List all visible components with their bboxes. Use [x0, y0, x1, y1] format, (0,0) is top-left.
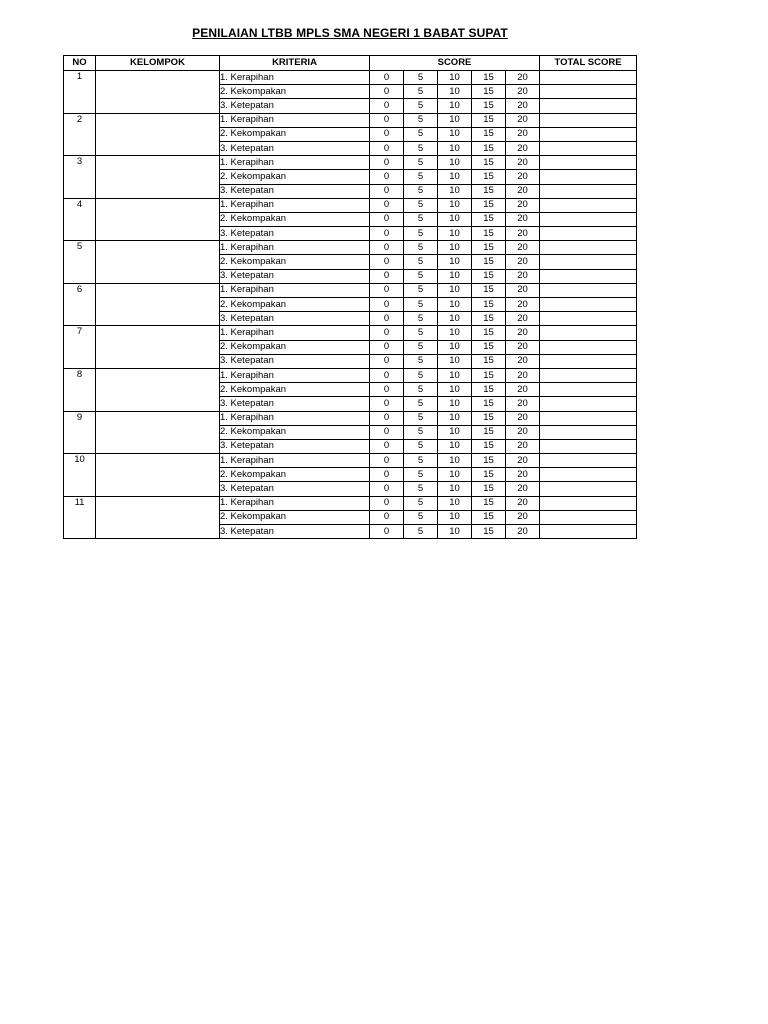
criterion-label: 3. Ketepatan	[220, 439, 370, 453]
score-option[interactable]: 5	[404, 425, 438, 439]
score-option[interactable]: 5	[404, 227, 438, 241]
criterion-label: 2. Kekompakan	[220, 340, 370, 354]
score-option[interactable]: 20	[506, 312, 540, 326]
score-option[interactable]: 15	[472, 241, 506, 255]
score-option[interactable]: 0	[370, 312, 404, 326]
score-option[interactable]: 0	[370, 198, 404, 212]
score-option[interactable]: 15	[472, 283, 506, 297]
score-option[interactable]: 10	[438, 255, 472, 269]
table-row	[64, 283, 637, 297]
score-option[interactable]: 20	[506, 170, 540, 184]
score-option[interactable]: 20	[506, 411, 540, 425]
total-score-field[interactable]	[540, 525, 637, 539]
group-number: 8	[64, 368, 96, 411]
score-option[interactable]: 20	[506, 340, 540, 354]
score-option[interactable]: 0	[370, 99, 404, 113]
score-option[interactable]: 10	[438, 482, 472, 496]
criterion-label: 1. Kerapihan	[220, 326, 370, 340]
score-option[interactable]: 20	[506, 383, 540, 397]
table-row	[64, 113, 637, 127]
score-option[interactable]: 5	[404, 525, 438, 539]
score-option[interactable]: 20	[506, 255, 540, 269]
group-number: 6	[64, 283, 96, 326]
score-option[interactable]: 15	[472, 269, 506, 283]
criterion-label: 3. Ketepatan	[220, 141, 370, 155]
score-option[interactable]: 0	[370, 227, 404, 241]
total-score-field[interactable]	[540, 255, 637, 269]
criterion-label: 3. Ketepatan	[220, 482, 370, 496]
score-option[interactable]: 5	[404, 340, 438, 354]
score-option[interactable]: 0	[370, 425, 404, 439]
score-option[interactable]: 5	[404, 198, 438, 212]
score-option[interactable]: 0	[370, 340, 404, 354]
score-option[interactable]: 15	[472, 368, 506, 382]
score-option[interactable]: 20	[506, 454, 540, 468]
score-option[interactable]: 20	[506, 113, 540, 127]
score-option[interactable]: 5	[404, 113, 438, 127]
score-option[interactable]: 5	[404, 383, 438, 397]
score-option[interactable]: 10	[438, 127, 472, 141]
score-option[interactable]: 0	[370, 354, 404, 368]
score-option[interactable]: 20	[506, 326, 540, 340]
criterion-label: 3. Ketepatan	[220, 312, 370, 326]
score-option[interactable]: 0	[370, 127, 404, 141]
page-title: PENILAIAN LTBB MPLS SMA NEGERI 1 BABAT SUPAT	[192, 26, 508, 40]
total-score-field[interactable]	[540, 269, 637, 283]
score-option[interactable]: 5	[404, 269, 438, 283]
header-no: NO	[64, 56, 96, 71]
criterion-label: 2. Kekompakan	[220, 212, 370, 226]
total-score-field[interactable]	[540, 411, 637, 425]
score-option[interactable]: 5	[404, 354, 438, 368]
total-score-field[interactable]	[540, 85, 637, 99]
score-option[interactable]: 0	[370, 141, 404, 155]
table-row	[64, 496, 637, 510]
score-option[interactable]: 0	[370, 411, 404, 425]
total-score-field[interactable]	[540, 368, 637, 382]
score-option[interactable]: 10	[438, 425, 472, 439]
group-name-field[interactable]	[96, 198, 220, 241]
score-option[interactable]: 20	[506, 298, 540, 312]
score-option[interactable]: 5	[404, 298, 438, 312]
group-name-field[interactable]	[96, 411, 220, 454]
criterion-label: 2. Kekompakan	[220, 298, 370, 312]
criterion-label: 1. Kerapihan	[220, 113, 370, 127]
score-option[interactable]: 5	[404, 326, 438, 340]
total-score-field[interactable]	[540, 198, 637, 212]
score-option[interactable]: 20	[506, 184, 540, 198]
header-kelompok: KELOMPOK	[96, 56, 220, 71]
score-option[interactable]: 0	[370, 510, 404, 524]
score-option[interactable]: 20	[506, 85, 540, 99]
score-option[interactable]: 5	[404, 482, 438, 496]
score-option[interactable]: 10	[438, 454, 472, 468]
score-option[interactable]: 15	[472, 255, 506, 269]
score-option[interactable]: 20	[506, 496, 540, 510]
score-option[interactable]: 20	[506, 425, 540, 439]
score-table	[63, 55, 637, 539]
total-score-field[interactable]	[540, 298, 637, 312]
score-option[interactable]: 10	[438, 496, 472, 510]
score-option[interactable]: 15	[472, 298, 506, 312]
criterion-label: 2. Kekompakan	[220, 468, 370, 482]
score-option[interactable]: 20	[506, 241, 540, 255]
score-option[interactable]: 15	[472, 397, 506, 411]
table-row	[64, 241, 637, 255]
score-option[interactable]: 15	[472, 85, 506, 99]
score-option[interactable]: 20	[506, 510, 540, 524]
score-option[interactable]: 15	[472, 156, 506, 170]
score-option[interactable]: 5	[404, 510, 438, 524]
table-row	[64, 368, 637, 382]
score-option[interactable]: 15	[472, 212, 506, 226]
score-option[interactable]: 20	[506, 269, 540, 283]
score-option[interactable]: 5	[404, 212, 438, 226]
score-option[interactable]: 20	[506, 468, 540, 482]
score-option[interactable]: 10	[438, 170, 472, 184]
score-option[interactable]: 15	[472, 71, 506, 85]
table-row	[64, 411, 637, 425]
criterion-label: 1. Kerapihan	[220, 496, 370, 510]
score-option[interactable]: 10	[438, 411, 472, 425]
total-score-field[interactable]	[540, 439, 637, 453]
criterion-label: 1. Kerapihan	[220, 283, 370, 297]
total-score-field[interactable]	[540, 113, 637, 127]
score-option[interactable]: 15	[472, 312, 506, 326]
score-option[interactable]: 0	[370, 482, 404, 496]
group-number: 4	[64, 198, 96, 241]
score-option[interactable]: 15	[472, 425, 506, 439]
score-option[interactable]: 10	[438, 212, 472, 226]
score-option[interactable]: 15	[472, 340, 506, 354]
score-option[interactable]: 20	[506, 99, 540, 113]
criterion-label: 2. Kekompakan	[220, 85, 370, 99]
total-score-field[interactable]	[540, 454, 637, 468]
score-option[interactable]: 10	[438, 156, 472, 170]
criterion-label: 1. Kerapihan	[220, 156, 370, 170]
score-option[interactable]: 10	[438, 298, 472, 312]
score-option[interactable]: 15	[472, 227, 506, 241]
score-option[interactable]: 10	[438, 198, 472, 212]
score-option[interactable]: 10	[438, 241, 472, 255]
group-name-field[interactable]	[96, 71, 220, 114]
header-kriteria: KRITERIA	[220, 56, 370, 71]
score-option[interactable]: 5	[404, 127, 438, 141]
score-option[interactable]: 0	[370, 269, 404, 283]
score-option[interactable]: 10	[438, 326, 472, 340]
score-option[interactable]: 5	[404, 397, 438, 411]
score-option[interactable]: 5	[404, 312, 438, 326]
total-score-field[interactable]	[540, 227, 637, 241]
score-option[interactable]: 20	[506, 198, 540, 212]
group-number: 1	[64, 71, 96, 114]
criterion-label: 2. Kekompakan	[220, 510, 370, 524]
score-option[interactable]: 15	[472, 525, 506, 539]
table-row	[64, 71, 637, 85]
total-score-field[interactable]	[540, 312, 637, 326]
score-option[interactable]: 10	[438, 99, 472, 113]
score-option[interactable]: 0	[370, 468, 404, 482]
criterion-label: 3. Ketepatan	[220, 269, 370, 283]
score-option[interactable]: 20	[506, 397, 540, 411]
score-option[interactable]: 10	[438, 525, 472, 539]
score-option[interactable]: 10	[438, 354, 472, 368]
score-option[interactable]: 20	[506, 227, 540, 241]
score-option[interactable]: 20	[506, 141, 540, 155]
group-name-field[interactable]	[96, 241, 220, 284]
score-option[interactable]: 15	[472, 198, 506, 212]
criterion-label: 2. Kekompakan	[220, 425, 370, 439]
score-option[interactable]: 0	[370, 283, 404, 297]
table-body	[64, 71, 637, 539]
score-option[interactable]: 20	[506, 354, 540, 368]
score-option[interactable]: 5	[404, 156, 438, 170]
score-option[interactable]: 5	[404, 468, 438, 482]
score-option[interactable]: 15	[472, 326, 506, 340]
table-header-row	[64, 56, 637, 71]
score-option[interactable]: 15	[472, 510, 506, 524]
group-name-field[interactable]	[96, 326, 220, 369]
total-score-field[interactable]	[540, 156, 637, 170]
score-option[interactable]: 0	[370, 113, 404, 127]
total-score-field[interactable]	[540, 99, 637, 113]
total-score-field[interactable]	[540, 184, 637, 198]
score-option[interactable]: 20	[506, 212, 540, 226]
criterion-label: 1. Kerapihan	[220, 411, 370, 425]
total-score-field[interactable]	[540, 397, 637, 411]
group-number: 7	[64, 326, 96, 369]
score-option[interactable]: 5	[404, 439, 438, 453]
score-option[interactable]: 10	[438, 468, 472, 482]
criterion-label: 2. Kekompakan	[220, 170, 370, 184]
score-option[interactable]: 20	[506, 156, 540, 170]
score-option[interactable]: 0	[370, 439, 404, 453]
total-score-field[interactable]	[540, 354, 637, 368]
score-option[interactable]: 5	[404, 241, 438, 255]
header-score: SCORE	[370, 56, 540, 71]
score-option[interactable]: 15	[472, 170, 506, 184]
group-name-field[interactable]	[96, 368, 220, 411]
score-option[interactable]: 20	[506, 525, 540, 539]
criterion-label: 3. Ketepatan	[220, 99, 370, 113]
total-score-field[interactable]	[540, 170, 637, 184]
score-option[interactable]: 5	[404, 255, 438, 269]
score-option[interactable]: 10	[438, 113, 472, 127]
score-option[interactable]: 5	[404, 71, 438, 85]
score-option[interactable]: 0	[370, 326, 404, 340]
score-option[interactable]: 15	[472, 184, 506, 198]
score-option[interactable]: 0	[370, 298, 404, 312]
score-option[interactable]: 0	[370, 241, 404, 255]
score-option[interactable]: 15	[472, 468, 506, 482]
criterion-label: 2. Kekompakan	[220, 383, 370, 397]
criterion-label: 1. Kerapihan	[220, 198, 370, 212]
score-option[interactable]: 20	[506, 71, 540, 85]
score-option[interactable]: 5	[404, 283, 438, 297]
score-option[interactable]: 0	[370, 525, 404, 539]
group-name-field[interactable]	[96, 113, 220, 156]
score-option[interactable]: 20	[506, 439, 540, 453]
total-score-field[interactable]	[540, 141, 637, 155]
score-option[interactable]: 0	[370, 85, 404, 99]
score-option[interactable]: 0	[370, 383, 404, 397]
score-option[interactable]: 10	[438, 71, 472, 85]
group-name-field[interactable]	[96, 283, 220, 326]
score-option[interactable]: 10	[438, 510, 472, 524]
score-option[interactable]: 10	[438, 184, 472, 198]
group-name-field[interactable]	[96, 496, 220, 539]
criterion-label: 2. Kekompakan	[220, 127, 370, 141]
total-score-field[interactable]	[540, 482, 637, 496]
score-option[interactable]: 20	[506, 283, 540, 297]
score-option[interactable]: 15	[472, 454, 506, 468]
score-option[interactable]: 15	[472, 113, 506, 127]
table-row	[64, 198, 637, 212]
score-option[interactable]: 10	[438, 227, 472, 241]
score-option[interactable]: 10	[438, 439, 472, 453]
table-row	[64, 326, 637, 340]
criterion-label: 3. Ketepatan	[220, 525, 370, 539]
criterion-label: 1. Kerapihan	[220, 368, 370, 382]
criterion-label: 1. Kerapihan	[220, 454, 370, 468]
score-option[interactable]: 15	[472, 496, 506, 510]
total-score-field[interactable]	[540, 340, 637, 354]
table-row	[64, 156, 637, 170]
score-option[interactable]: 5	[404, 411, 438, 425]
total-score-field[interactable]	[540, 383, 637, 397]
group-number: 3	[64, 156, 96, 199]
score-option[interactable]: 15	[472, 411, 506, 425]
total-score-field[interactable]	[540, 71, 637, 85]
group-name-field[interactable]	[96, 454, 220, 497]
score-option[interactable]: 10	[438, 383, 472, 397]
score-option[interactable]: 0	[370, 454, 404, 468]
criterion-label: 3. Ketepatan	[220, 184, 370, 198]
score-option[interactable]: 0	[370, 212, 404, 226]
score-option[interactable]: 5	[404, 141, 438, 155]
score-option[interactable]: 10	[438, 85, 472, 99]
group-name-field[interactable]	[96, 156, 220, 199]
score-option[interactable]: 10	[438, 397, 472, 411]
score-option[interactable]: 10	[438, 141, 472, 155]
score-option[interactable]: 20	[506, 368, 540, 382]
group-number: 2	[64, 113, 96, 156]
score-option[interactable]: 0	[370, 496, 404, 510]
criterion-label: 3. Ketepatan	[220, 397, 370, 411]
score-option[interactable]: 5	[404, 85, 438, 99]
score-option[interactable]: 20	[506, 127, 540, 141]
score-option[interactable]: 5	[404, 454, 438, 468]
group-number: 11	[64, 496, 96, 539]
score-option[interactable]: 0	[370, 71, 404, 85]
score-option[interactable]: 15	[472, 99, 506, 113]
score-option[interactable]: 0	[370, 170, 404, 184]
total-score-field[interactable]	[540, 127, 637, 141]
score-option[interactable]: 0	[370, 368, 404, 382]
score-option[interactable]: 5	[404, 184, 438, 198]
score-option[interactable]: 5	[404, 99, 438, 113]
total-score-field[interactable]	[540, 283, 637, 297]
score-option[interactable]: 5	[404, 170, 438, 184]
criterion-label: 2. Kekompakan	[220, 255, 370, 269]
score-option[interactable]: 20	[506, 482, 540, 496]
score-option[interactable]: 10	[438, 340, 472, 354]
criterion-label: 1. Kerapihan	[220, 71, 370, 85]
score-option[interactable]: 0	[370, 255, 404, 269]
group-number: 9	[64, 411, 96, 454]
score-option[interactable]: 0	[370, 184, 404, 198]
total-score-field[interactable]	[540, 326, 637, 340]
table-row	[64, 454, 637, 468]
criterion-label: 3. Ketepatan	[220, 354, 370, 368]
total-score-field[interactable]	[540, 468, 637, 482]
criterion-label: 3. Ketepatan	[220, 227, 370, 241]
score-option[interactable]: 0	[370, 156, 404, 170]
score-option[interactable]: 5	[404, 496, 438, 510]
header-total-score: TOTAL SCORE	[540, 56, 637, 71]
score-option[interactable]: 15	[472, 141, 506, 155]
score-option[interactable]: 10	[438, 368, 472, 382]
total-score-field[interactable]	[540, 212, 637, 226]
criterion-label: 1. Kerapihan	[220, 241, 370, 255]
score-option[interactable]: 10	[438, 312, 472, 326]
total-score-field[interactable]	[540, 496, 637, 510]
score-option[interactable]: 15	[472, 439, 506, 453]
score-option[interactable]: 0	[370, 397, 404, 411]
group-number: 10	[64, 454, 96, 497]
total-score-field[interactable]	[540, 425, 637, 439]
total-score-field[interactable]	[540, 241, 637, 255]
score-option[interactable]: 10	[438, 269, 472, 283]
total-score-field[interactable]	[540, 510, 637, 524]
score-option[interactable]: 15	[472, 383, 506, 397]
score-option[interactable]: 5	[404, 368, 438, 382]
score-option[interactable]: 10	[438, 283, 472, 297]
score-option[interactable]: 15	[472, 354, 506, 368]
score-option[interactable]: 15	[472, 482, 506, 496]
score-option[interactable]: 15	[472, 127, 506, 141]
group-number: 5	[64, 241, 96, 284]
